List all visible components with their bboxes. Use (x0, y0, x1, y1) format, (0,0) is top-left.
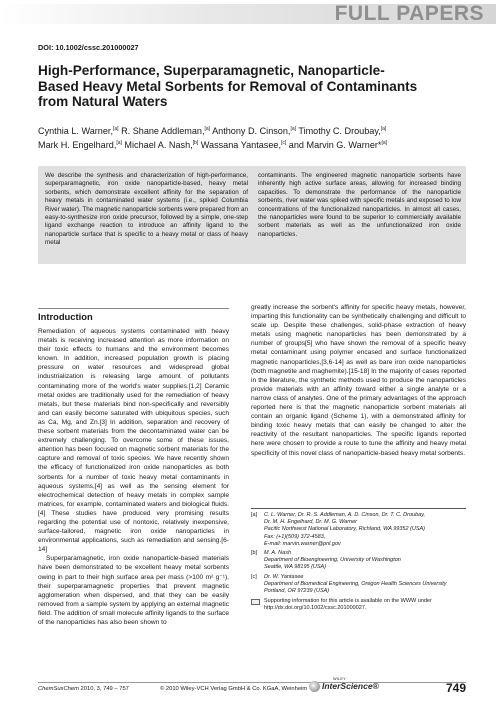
affiliation-text (264, 550, 466, 572)
logo-interscience-text: InterScience® (322, 681, 379, 691)
author-name: Wassana Yantasee, (198, 140, 281, 151)
affiliation-text (264, 512, 466, 548)
globe-icon (309, 681, 320, 692)
affiliation-line: C. L. Warner, Dr. R. S. Addleman, A. D. Cinson, Dr. T. C. Droubay, (264, 512, 426, 518)
affiliation-key: [a] (251, 512, 258, 518)
affiliation-c (251, 574, 466, 596)
doi: DOI: 10.1002/cssc.201000027 (38, 43, 139, 52)
affiliation-line: Pacific Northwest National Laboratory, Richland, WA 99352 (USA) (264, 526, 425, 533)
author-name: and Marvin G. Warner* (286, 140, 382, 151)
affiliation-line: Department of Biomedical Engineering, Oregon Health Sciences University (264, 580, 447, 587)
section-label: FULL PAPERS (334, 2, 484, 25)
author-name: Timothy C. Droubay, (296, 126, 381, 137)
author-list (38, 123, 468, 152)
affiliation-line: Seattle, WA 98195 (USA) (264, 564, 327, 571)
title-line: High-Performance, Superparamagnetic, Nanoparticle- (38, 63, 385, 78)
author-affiliation-mark: [c] (280, 140, 287, 147)
author-affiliation-mark: [a] (290, 126, 296, 132)
author-name: Michael A. Nash, (121, 140, 193, 151)
author-line-2 (38, 137, 468, 151)
author-name: Cynthia L. Warner, (38, 126, 113, 137)
logo-wiley-text: WILEY (333, 677, 346, 681)
copyright-notice: © 2010 Wiley-VCH Verlag GmbH & Co. KGaA, Weinheim (160, 686, 308, 692)
abstract-right-column: contaminants. The engineered magnetic nanoparticle sorbents have inherently high active surface areas, allowing for increased binding capacities. To demonstrate the performance of the nanoparticle sorbents, river water was spiked with specific metals and exposed to low concentrations of the functionalized nanoparticles. In almost all cases, the nanoparticles were found to be superior to commercially available sorbent materials as well as the unfunctionalized iron oxide nanoparticles. (258, 172, 461, 238)
journal-name: ChemSusChem (38, 686, 79, 692)
body-paragraph: greatly increase the sorbent's affinity for specific heavy metals, however, imparting this functionality can be synthetically challenging and difficult to scale up. Despite these challenges, solid-phase extraction of heavy metals using magnetic nanoparticles has been demonstrated by a number of groups[5] who have shown the removal of a specific heavy metal contaminant using polymer encased and surface functionalized magnetic nanoparticles,[3,6-14] as well as bare iron oxide nanoparticles (both magnetite and maghemite).[15-18] In the majority of cases reported in the literature, the synthetic methods used to produce the nanoparticles provide materials with an affinity toward either a single analyte or a narrow class of analytes. One of the primary advantages of the approach reported here is that the magnetic nanoparticle sorbent materials all contain an organic ligand (Scheme 1), with a demonstrated affinity for binding toxic heavy metals that can easily be changed to alter the reactivity of the resultant nanoparticles. The specific ligands reported here were chosen to provide a route to tune the affinity and heavy metal specificity of this novel class of nanoparticle-based heavy metal sorbents. (251, 304, 466, 457)
author-line-1 (38, 123, 468, 137)
title-line: from Natural Waters (38, 94, 168, 110)
abstract-box (38, 166, 466, 264)
supporting-info-note (251, 598, 466, 612)
journal-citation (38, 686, 129, 692)
affiliation-key: [b] (251, 550, 258, 557)
document-icon (251, 599, 260, 605)
section-divider (38, 308, 229, 309)
author-name: Mark H. Engelhard, (38, 140, 117, 151)
publisher-logo (306, 677, 386, 697)
author-affiliation-mark: [a] (380, 126, 387, 132)
affiliation-key: [c] (251, 573, 257, 580)
affiliation-line: Dr. W. Yantasee (264, 573, 304, 580)
affiliation-text (264, 574, 466, 596)
affiliations-block (251, 508, 466, 613)
affiliation-line: M. A. Nash (264, 550, 291, 557)
author-affiliation-mark: [a] (116, 140, 122, 147)
affiliation-a (251, 512, 466, 548)
author-name: R. Shane Addleman, (118, 126, 205, 137)
body-left-column (38, 327, 229, 627)
author-affiliation-mark: [a] (381, 140, 388, 147)
header-band (0, 0, 496, 30)
page-number: 749 (445, 681, 466, 695)
affiliation-line: Department of Bioengineering, University of Washington (264, 557, 401, 564)
journal-volume: 2010, 3, 749 – 757 (80, 686, 129, 692)
affiliation-b (251, 550, 466, 572)
author-name: Anthony D. Cinson, (210, 126, 291, 137)
author-affiliation-mark: [a] (112, 126, 119, 132)
title-line: Based Heavy Metal Sorbents for Removal of Contaminants (38, 78, 418, 94)
body-paragraph: Remediation of aqueous systems contaminated with heavy metals is receiving increased attention as more information on their toxic effects to humans and the environment becomes known. In addition, increased population growth is placing pressure on water resources and widespread global industrialization is releasing large amount of pollutants contaminating more of the world's water supplies.[1,2] Ceramic metal oxides are traditionally used for the remediation of heavy metals, but these materials bind non-specifically and reversibly and can easily become saturated with ubiquitous species, such as Ca, Mg, and Zn.[3] In addition, separation and recovery of these sorbent materials from the decontaminated water can be extremely challenging. To overcome some of these issues, attention has been focused on magnetic sorbent materials for the capture and removal of toxic species. We have recently shown the efficacy of functionalized iron oxide nanoparticles as both sorbents for a number of toxic heavy metal contaminants in aqueous systems,[4] as well as the sensing element for electrochemical detection of heavy metals in complex sample matrices, for example, contaminated waters and biological fluids.[4] These studies have produced very promising results regarding the potential use of nontoxic, relatively inexpensive, surface-tailored, magnetic iron oxide nanoparticles in environmental applications, such as remediation and sensing.[6-14] (38, 328, 229, 554)
affiliation-line: Dr. M. H. Engelhard, Dr. M. G. Warner (264, 519, 358, 526)
affiliation-email[interactable]: E-mail: marvin.warner@pnl.gov (264, 540, 341, 547)
author-affiliation-mark: [a] (204, 126, 211, 132)
body-right-column (251, 303, 466, 458)
author-affiliation-mark: [b] (192, 140, 199, 147)
abstract-left-column: We describe the synthesis and characterization of high-performance, superparamagnetic, iron oxide nanoparticle-based, heavy metal sorbents, which demonstrate excellent affinity for the separation of heavy metals in contaminated water systems (i.e., spiked Columbia River water). The magnetic nanoparticle sorbents were prepared from an easy-to-synthesize iron oxide precursor, followed by a simple, one-step ligand exchange reaction to introduce an affinity ligand to the nanoparticle surface that is specific to a heavy metal or class of heavy metal (45, 172, 248, 247)
introduction-heading: Introduction (38, 311, 93, 322)
affiliation-line: Fax: (+1)(509) 372-4583, (264, 533, 326, 540)
supporting-info-text[interactable]: Supporting information for this article is available on the WWW under http://dx.doi.org/10.1002/cssc.201000027. (264, 598, 432, 612)
affiliation-line: Portland, OR 97239 (USA) (264, 588, 330, 595)
body-paragraph: Superparamagnetic, iron oxide nanoparticle-based materials have been demonstrated to be excellent heavy metal sorbents owing in part to their high surface area per mass (>100 m² g⁻¹), their superparamagnetic properties that prevent magnetic agglomeration when dispersed, and that they can be easily removed from a sample system by applying an external magnetic field. The addition of small molecule affinity ligands to the surface of the nanoparticles has also been shown to (38, 555, 229, 626)
article-title (38, 63, 468, 110)
footer-divider (38, 682, 466, 683)
